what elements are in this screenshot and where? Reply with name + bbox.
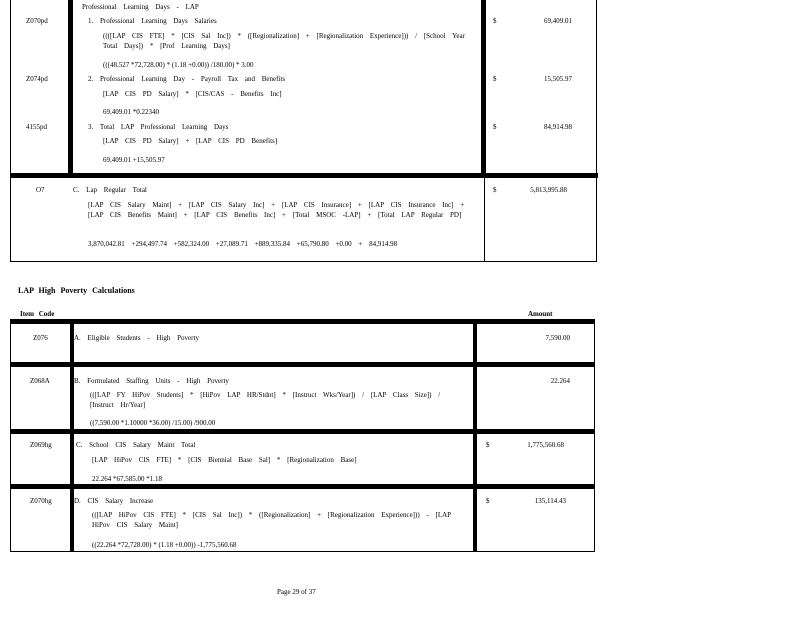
row-separator (10, 173, 598, 178)
outer-right-border (596, 0, 597, 262)
dollar-sign: $ (493, 17, 497, 25)
row-label: C. Lap Regular Total (73, 186, 147, 194)
row-formula: (([LAP HiPov CIS FTE] * [CIS Sal Inc]) * ([Regionalization] + [Regionalization Experience])) - [LAP HiPov CIS Salary Maint] (92, 511, 451, 529)
left-column-rule (68, 0, 73, 174)
right-column-rule (481, 0, 486, 174)
item-code: Z068A (30, 377, 50, 385)
row-label: 2. Professional Learning Day - Payroll Tax and Benefits (88, 75, 286, 83)
row-values: 69,409.01 +15,505.97 (103, 156, 165, 164)
row-amount: 5,813,995.88 (530, 186, 567, 194)
row-formula: [LAP CIS PD Salary] * [CIS/CAS - Benefits Inc] (103, 90, 282, 98)
outer-right-border (594, 319, 595, 552)
row-amount: 15,505.97 (544, 75, 572, 83)
column-rule (484, 178, 485, 262)
row-amount: 1,775,560.68 (527, 441, 564, 449)
row-label: C. School CIS Salary Maint Total (76, 441, 196, 449)
row-amount: 135,114.43 (534, 497, 566, 505)
row-values: 22.264 *67,585.00 *1.18 (92, 475, 162, 483)
item-code: Z070pd (26, 17, 48, 25)
item-code: 4155pd (26, 123, 47, 131)
continued-header: Professional Learning Days - LAP (82, 3, 199, 11)
row-separator (10, 484, 595, 489)
left-column-rule (70, 319, 74, 552)
row-values: (((48.527 *72,728.00) * (1.18 +0.00)) /180.00) * 3.00 (103, 61, 254, 69)
row-amount: 7,590.00 (545, 334, 570, 342)
item-code: Z074pd (26, 75, 48, 83)
item-code: Z069hg (30, 441, 52, 449)
row-amount: 22.264 (550, 377, 570, 385)
row-amount: 84,914.98 (544, 123, 572, 131)
table-bottom-border (10, 551, 595, 552)
row-formula: [LAP CIS Salary Maint] + [LAP CIS Salary Inc] + [LAP CIS Insurance] + [LAP CIS Insurance Inc] + [LAP CIS Benefits Maint] + [LAP CIS Benefits Inc] + [Total MSOC -LAP] + [Total LAP Regular PD] (88, 201, 465, 219)
row-values: ((7,590.00 *1.10000 *36.00) /15.00) /900.00 (90, 419, 216, 427)
dollar-sign: $ (486, 441, 490, 449)
row-formula: ((([LAP CIS FTE] * [CIS Sal Inc]) * ([Regionalization] + [Regionalization Experience])) / [School Year Total Days]) * [Prof Learning Days] (103, 32, 465, 50)
item-code: Z070hg (30, 497, 52, 505)
row-values: ((22.264 *72,728.00) * (1.18 +0.00)) -1,775,560.68 (92, 541, 237, 549)
dollar-sign: $ (493, 123, 497, 131)
dollar-sign: $ (486, 497, 490, 505)
row-label: D. CIS Salary Increase (74, 497, 154, 505)
row-formula: [LAP CIS PD Salary] + [LAP CIS PD Benefits] (103, 137, 278, 145)
row-values: 3,870,042.81 +294,497.74 +582,324.00 +27,089.71 +889,335.84 +65,790.80 +0.00 + 84,914.98 (88, 240, 398, 248)
top-table-left-border (10, 0, 11, 262)
item-code: Z076 (33, 334, 48, 342)
row-label: 1. Professional Learning Days Salaries (88, 17, 217, 25)
row-label: B. Formulated Staffing Units - High Poverty (74, 377, 229, 385)
item-code: O7 (36, 186, 45, 194)
row-label: 3. Total LAP Professional Learning Days (88, 123, 229, 131)
bottom-table-left-border (10, 319, 11, 552)
header-rule (10, 319, 595, 324)
dollar-sign: $ (493, 75, 497, 83)
page-number: Page 29 of 37 (277, 588, 316, 596)
section-title: LAP High Poverty Calculations (18, 286, 135, 295)
dollar-sign: $ (493, 186, 497, 194)
right-column-rule (473, 319, 477, 552)
row-formula: [LAP HiPov CIS FTE] * [CIS Biennial Base Sal] * [Regionalization Base] (92, 456, 357, 464)
row-formula: (([LAP FY HiPov Students] * [HiPov LAP HR/Stdnt] * [Instruct Wks/Year]) / [LAP Class Size]) / [Instruct Hr/Year] (90, 391, 441, 409)
table-bottom-border (10, 261, 597, 262)
row-values: 69,409.01 *0.22340 (103, 108, 159, 116)
item-code-header: Item Code (20, 310, 55, 318)
row-separator (10, 362, 595, 367)
row-label: A. Eligible Students - High Poverty (74, 334, 199, 342)
row-separator (10, 429, 595, 434)
amount-header: Amount (528, 310, 553, 318)
row-amount: 69,409.01 (544, 17, 572, 25)
